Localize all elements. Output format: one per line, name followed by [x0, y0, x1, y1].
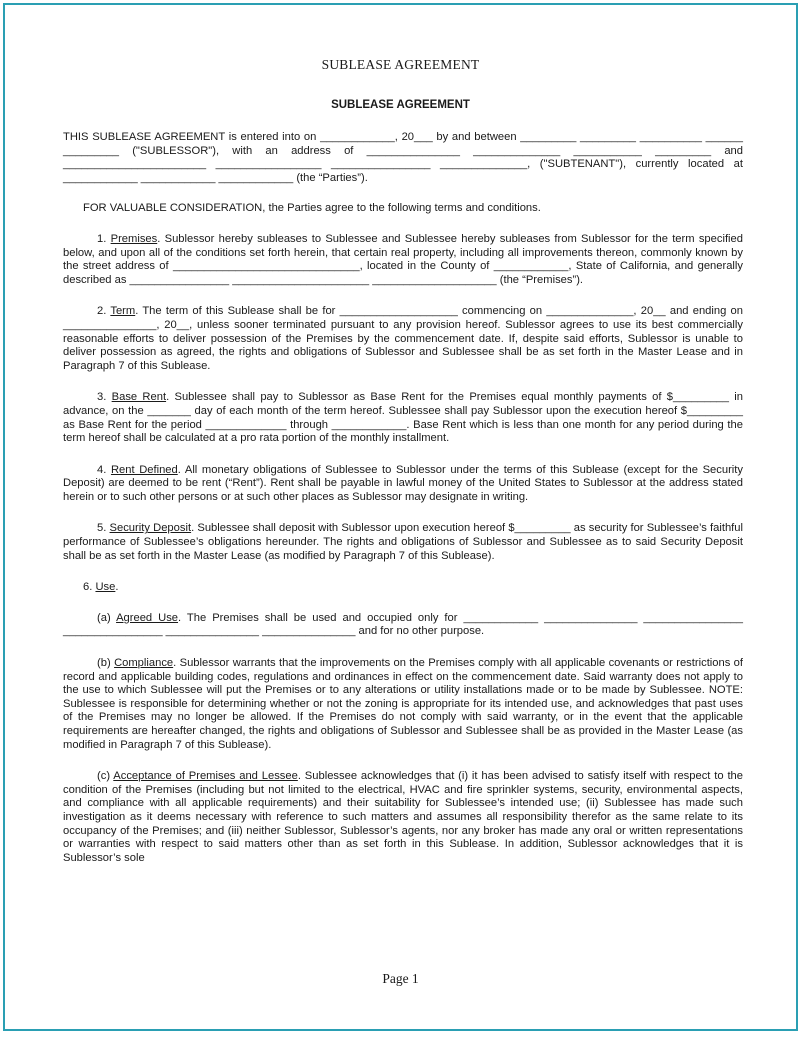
- section-number: 3.: [97, 391, 107, 404]
- section-text: . Sublessee shall deposit with Sublessor upon execution hereof $_________ as security for Sublessee’s faithful performance of Sublessee’s obligations hereunder. The rights and obligations of Sublessor and Sublessee as to said Security Deposit shall be as set forth in the Master Lease (as modified by Paragraph 7 of this Sublease).: [63, 522, 743, 562]
- subsection-compliance: [63, 657, 743, 752]
- section-text: . The term of this Sublease shall be for ___________________ commencing on ______________, 20__ and ending on _______________, 20__, unless sooner terminated pursuant to any provision hereof. Sublessor agrees to use its best commercially reasonable efforts to deliver possession of the Premises by the commencement date. If, despite said efforts, Sublessor is unable to deliver possession as agreed, the rights and obligations of Sublessor and Sublessee shall be as set forth in the Master Lease and in Paragraph 7 of this Sublease.: [63, 305, 743, 372]
- subsection-text: . The Premises shall be used and occupied only for ____________ _______________ ________________ ________________ _______________ _______________ and for no other purpose.: [63, 611, 743, 638]
- section-heading: Term: [110, 305, 136, 318]
- section-security-deposit: [63, 522, 743, 563]
- section-base-rent: [63, 391, 743, 445]
- subsection-text: . Sublessor warrants that the improvements on the Premises comply with all applicable covenants or restrictions of record and applicable building codes, regulations and ordinances in effect on the commencement date. Said warranty does not apply to the use to which Sublessee will put the Premises or to any alterations or utility installations made or to be made by Sublessee. NOTE: Sublessee is responsible for determining whether or not the zoning is appropriate for its intended use, and acknowledges that past uses of the Premises may no longer be allowed. If the Premises do not comply with said warranty, or in the event that the applicable requirements are hereafter changed, the rights and obligations of Sublessor and Sublessee shall be as provided in the Master Lease (as modified in Paragraph 7 of this Sublease).: [63, 657, 744, 751]
- consideration-paragraph: FOR VALUABLE CONSIDERATION, the Parties agree to the following terms and conditions.: [83, 202, 541, 215]
- subsection-label: (c): [97, 770, 111, 783]
- section-premises: [63, 233, 743, 287]
- document-page: [3, 3, 798, 1031]
- subsection-label: (b): [97, 657, 111, 670]
- section-number: 2.: [97, 305, 107, 318]
- section-heading: Use: [95, 581, 116, 594]
- section-heading: Rent Defined: [110, 463, 178, 476]
- subsection-heading: Acceptance of Premises and Lessee: [113, 770, 298, 783]
- subsection-text: . Sublessee acknowledges that (i) it has been advised to satisfy itself with respect to the condition of the Premises (including but not limited to the electrical, HVAC and fire sprinkler systems, security, environmental aspects, and compliance with all applicable requirements) and their suitability for Sublessee’s intended use; (ii) Sublessee has made such investigation as it deems necessary with reference to such matters and assumes all responsibility therefor as the same relate to its occupancy of the Premises; and (iii) neither Sublessor, Sublessor’s agents, nor any broker has made any oral or written representations or warranties with respect to said matters other than as set forth in this Sublease. In addition, Sublessor acknowledges that it is Sublessor’s sole: [63, 770, 743, 864]
- section-heading: Base Rent: [111, 391, 167, 404]
- intro-paragraph: THIS SUBLEASE AGREEMENT is entered into on ____________, 20___ by and between _________ _________ __________ ______ _________ ("SUBLESSOR"), with an address of _______________ ______________ ___________ _________ and _______________________ _________________ ________________ ______________, ("SUBTENANT"), currently located at ____________ ____________ ____________ (the “Parties”).: [63, 131, 743, 184]
- section-heading: Security Deposit: [109, 522, 192, 535]
- section-number: 4.: [97, 463, 107, 476]
- section-text: .: [115, 581, 119, 594]
- document-header-title: SUBLEASE AGREEMENT: [321, 57, 480, 72]
- section-rent-defined: [63, 464, 743, 505]
- page-number: Page 1: [382, 971, 419, 986]
- section-term: [63, 305, 743, 373]
- subsection-heading: Compliance: [114, 657, 174, 670]
- subsection-label: (a): [97, 611, 111, 624]
- section-number: 5.: [97, 522, 107, 535]
- section-heading: Premises: [110, 232, 158, 245]
- section-number: 1.: [97, 232, 107, 245]
- section-text: . Sublessor hereby subleases to Sublessee and Sublessee hereby subleases from Sublessor for the term specified below, and upon all of the conditions set forth herein, that certain real property, including all improvements thereon, commonly known by the street address of ______________________________, located in the County of ____________, State of California, and generally described as ________________ ______________________ ____________________ (the “Premises”).: [63, 232, 743, 286]
- section-text: . Sublessee shall pay to Sublessor as Base Rent for the Premises equal monthly payments of $_________ in advance, on the _______ day of each month of the term hereof. Sublessee shall pay Sublessor upon the execution hereof $_________ as Base Rent for the period _____________ through ____________. Base Rent which is less than one month for any period during the term hereof shall be calculated at a pro rata portion of the monthly installment.: [63, 391, 743, 445]
- section-text: . All monetary obligations of Sublessee to Sublessor under the terms of this Sublease (except for the Security Deposit) are deemed to be rent (“Rent”). Rent shall be payable in lawful money of the United States to Sublessor at the address stated herein or to such other persons or at such other places as Sublessor may designate in writing.: [63, 463, 743, 503]
- subsection-heading: Agreed Use: [116, 611, 179, 624]
- section-use: [63, 581, 743, 595]
- subsection-acceptance: [63, 770, 743, 865]
- document-title: SUBLEASE AGREEMENT: [331, 99, 470, 111]
- document-body: [63, 131, 743, 865]
- subsection-agreed-use: [63, 612, 743, 639]
- section-number: 6.: [83, 581, 93, 594]
